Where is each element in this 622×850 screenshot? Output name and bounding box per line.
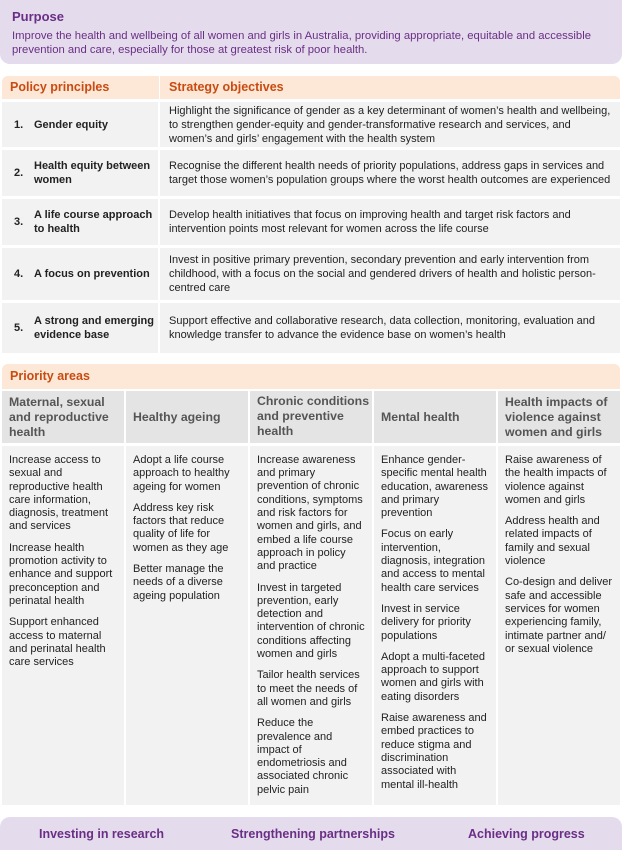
strategy-objective: Invest in positive primary prevention, secondary prevention and early intervention from childhood, with a focus on the social and gendered drivers of health and holistic person-centred care [169, 254, 596, 294]
priority-item: Adopt a life course approach to healthy ageing for women [133, 454, 230, 493]
priority-item: Address health and related impacts of family and sexual violence [505, 515, 600, 568]
priority-item: Address key risk factors that reduce quality of life for women as they age [133, 501, 229, 554]
priority-item: Raise awareness of the health impacts of violence against women and girls [505, 454, 607, 506]
policy-table-header [2, 76, 620, 99]
priority-column-heading: Maternal, sexual and reproductive health [2, 391, 124, 443]
priority-item: Invest in service delivery for priority populations [381, 602, 471, 642]
purpose-box [0, 0, 622, 64]
priority-item: Adopt a multi-faceted approach to support women and girls with eating disorders [381, 650, 485, 703]
footer-bar [0, 817, 622, 850]
principle-number: 1. [14, 118, 24, 131]
priority-column [250, 391, 374, 805]
priority-item: Tailor health services to meet the needs of all women and girls [257, 669, 360, 708]
priority-item: Reduce the prevalence and impact of endometriosis and associated chronic pelvic pain [257, 717, 349, 796]
principle-text: Health equity between women [34, 160, 151, 186]
priority-column-body [498, 446, 620, 805]
priority-column [2, 391, 126, 805]
policy-principle [2, 150, 160, 196]
priority-areas [2, 364, 620, 805]
priority-column-heading: Mental health [374, 391, 496, 443]
policy-row [2, 303, 620, 353]
priority-column-body [250, 446, 372, 805]
principle-text: A strong and emerging evidence base [34, 315, 154, 341]
priority-item: Increase awareness and primary prevention of chronic conditions, symptoms and risk factors for women and girls, and embed a life course approach in policy and practice [257, 453, 363, 573]
policy-row [2, 199, 620, 245]
priority-item: Increase access to sexual and reproductive health care information, diagnosis, treatment and services [9, 454, 109, 533]
priority-column-body [2, 446, 124, 805]
strategy-objective: Develop health initiatives that focus on improving health and target risk factors and intervention points most relevant for women across the life course [169, 209, 571, 235]
priority-column-heading: Healthy ageing [126, 391, 248, 443]
priority-item: Co-design and deliver safe and accessible services for women experiencing family, intimate partner and/ or sexual violence [505, 576, 613, 655]
priority-column [126, 391, 250, 805]
strategy-objective: Support effective and collaborative research, data collection, monitoring, evaluation and knowledge transfer to advance the evidence base on women’s health [169, 315, 596, 341]
policy-row [2, 150, 620, 196]
principle-number: 4. [14, 268, 24, 280]
policy-row [2, 248, 620, 300]
principle-number: 2. [14, 167, 24, 179]
priority-column-body [374, 446, 496, 805]
priority-column-body [126, 446, 248, 805]
policy-principle [2, 102, 160, 147]
strategy-objectives-heading: Strategy objectives [169, 80, 284, 94]
strategy-objective: Recognise the different health needs of priority populations, address gaps in services and target those women’s population groups where the worst health outcomes are experienced [169, 160, 611, 186]
principle-text: A life course approach to health [34, 209, 153, 235]
priority-item: Enhance gender-specific mental health education, awareness and primary prevention [381, 454, 489, 520]
policy-principle [2, 199, 160, 245]
principle-number: 5. [14, 322, 24, 334]
priority-item: Better manage the needs of a diverse ageing population [133, 563, 224, 602]
priority-column-heading: Chronic conditions and preventive health [250, 391, 372, 443]
priority-areas-title: Priority areas [2, 364, 620, 389]
principle-number: 3. [14, 216, 24, 228]
principle-text: A focus on prevention [34, 268, 150, 280]
priority-item: Increase health promotion activity to enhance and support preconception and perinatal health [9, 541, 113, 607]
priority-item: Focus on early intervention, diagnosis, integration and access to mental health care services [381, 528, 485, 594]
footer-item-progress: Achieving progress [468, 826, 585, 841]
policy-principles-heading: Policy principles [2, 76, 160, 99]
policy-principle [2, 248, 160, 300]
priority-column [374, 391, 498, 805]
purpose-text: Improve the health and wellbeing of all women and girls in Australia, providing appropriate, equitable and accessible prevention and care, especially for those at greatest risk of poor health. [12, 30, 592, 56]
policy-row [2, 102, 620, 147]
priority-column-heading: Health impacts of violence against women and girls [498, 391, 620, 443]
purpose-title: Purpose [12, 9, 65, 24]
footer-item-partnerships: Strengthening partnerships [231, 826, 395, 841]
priority-item: Support enhanced access to maternal and perinatal health care services [9, 616, 106, 669]
strategy-objective: Highlight the significance of gender as a key determinant of women’s health and wellbeing, to strengthen gender-equity and gender-transformative research and services, and women’s and girls’ engagement with the health system [169, 104, 611, 145]
principle-text: Gender equity [34, 118, 108, 131]
footer-item-research: Investing in research [39, 826, 165, 841]
priority-item: Invest in targeted prevention, early detection and intervention of chronic conditions affecting women and girls [257, 581, 365, 661]
priority-column [498, 391, 620, 805]
policy-table [2, 76, 620, 357]
policy-principle [2, 303, 160, 353]
priority-item: Raise awareness and embed practices to reduce stigma and discrimination associated with mental ill-health [381, 712, 487, 791]
